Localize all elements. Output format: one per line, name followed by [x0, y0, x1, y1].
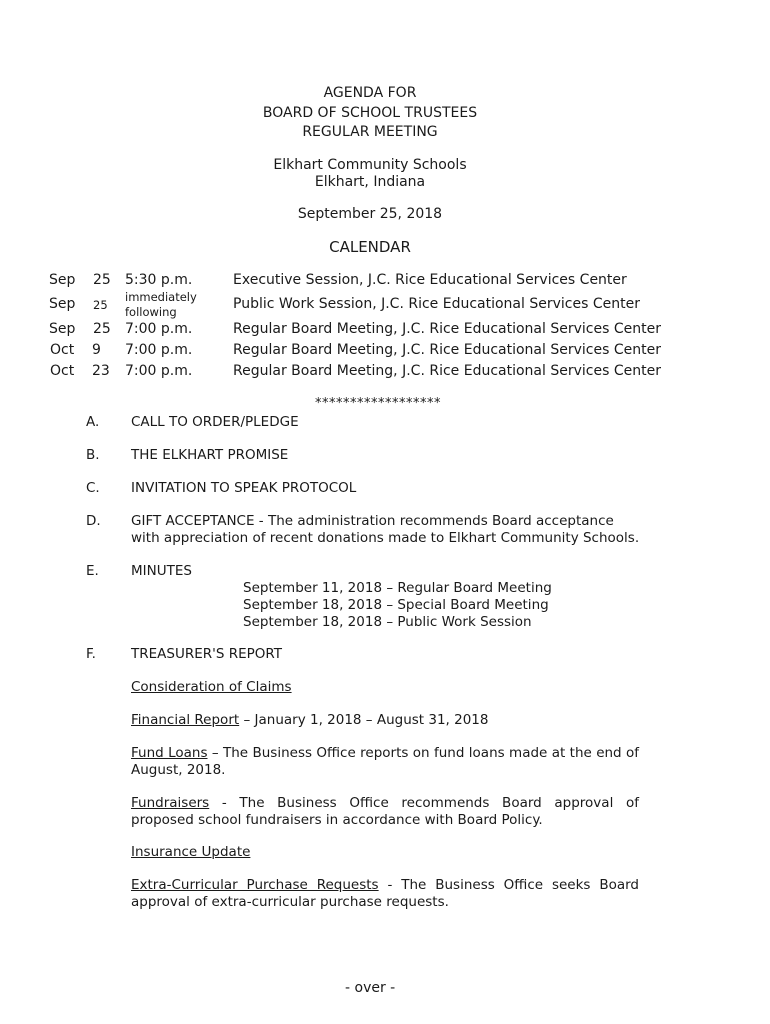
- calendar-time: 7:00 p.m.: [125, 342, 193, 358]
- item-d-line-2: with appreciation of recent donations made to Elkhart Community Schools.: [131, 530, 640, 546]
- title-line-2: BOARD OF SCHOOL TRUSTEES: [262, 105, 478, 121]
- calendar-event: Public Work Session, J.C. Rice Educational Services Center: [233, 296, 640, 312]
- item-d-line-1: GIFT ACCEPTANCE - The administration recommends Board acceptance: [131, 513, 614, 529]
- organization-name: Elkhart Community Schools: [273, 157, 467, 173]
- item-a-text: CALL TO ORDER/PLEDGE: [131, 414, 299, 430]
- calendar-event: Executive Session, J.C. Rice Educational Services Center: [233, 272, 627, 288]
- fundraisers-title: Fundraisers: [131, 795, 210, 811]
- item-f-letter: F.: [86, 646, 96, 662]
- minutes-entry: September 18, 2018 – Special Board Meeting: [243, 597, 549, 613]
- extra-curricular-title: Extra-Curricular Purchase Requests: [131, 877, 379, 893]
- calendar-time: 7:00 p.m.: [125, 363, 193, 379]
- fund-loans-title: Fund Loans: [131, 745, 208, 761]
- calendar-month: Oct: [50, 342, 75, 358]
- calendar-month: Oct: [50, 363, 75, 379]
- calendar-time-line-1: immediately: [125, 290, 197, 304]
- calendar-time: 7:00 p.m.: [125, 321, 193, 337]
- calendar-event: Regular Board Meeting, J.C. Rice Educational Services Center: [233, 321, 661, 337]
- item-f-text: TREASURER'S REPORT: [131, 646, 283, 662]
- title-line-3: REGULAR MEETING: [302, 124, 438, 140]
- item-c-letter: C.: [86, 480, 100, 496]
- calendar-day: 23: [92, 363, 110, 379]
- section-separator: ******************: [315, 396, 441, 411]
- extra-curricular-text: - The Business Office seeks Board approval of extra-curricular purchase requests.: [131, 877, 639, 910]
- item-e-text: MINUTES: [131, 563, 192, 579]
- financial-report-title: Financial Report: [131, 712, 240, 728]
- financial-report: [131, 712, 489, 729]
- calendar-day: 25: [93, 321, 111, 337]
- calendar-day: 25: [93, 272, 111, 288]
- item-a-letter: A.: [86, 414, 100, 430]
- meeting-date: September 25, 2018: [297, 206, 443, 222]
- insurance-update: Insurance Update: [131, 844, 251, 860]
- minutes-entry: September 11, 2018 – Regular Board Meeting: [243, 580, 552, 596]
- minutes-entry: September 18, 2018 – Public Work Session: [243, 614, 532, 630]
- fundraisers: [131, 795, 639, 829]
- organization-city: Elkhart, Indiana: [314, 174, 426, 190]
- item-b-letter: B.: [86, 447, 100, 463]
- title-line-1: AGENDA FOR: [323, 85, 417, 101]
- fundraisers-text: - The Business Office recommends Board approval of proposed school fundraisers in accordance with Board Policy.: [131, 795, 639, 828]
- calendar-month: Sep: [49, 272, 76, 288]
- calendar-day: 9: [92, 342, 101, 358]
- calendar-heading: CALENDAR: [329, 238, 411, 256]
- fund-loans-text: – The Business Office reports on fund loans made at the end of August, 2018.: [131, 745, 640, 778]
- item-b-text: THE ELKHART PROMISE: [131, 447, 289, 463]
- calendar-event: Regular Board Meeting, J.C. Rice Educational Services Center: [233, 363, 661, 379]
- extra-curricular-requests: [131, 877, 639, 911]
- calendar-day: 25: [93, 298, 108, 312]
- calendar-event: Regular Board Meeting, J.C. Rice Educational Services Center: [233, 342, 661, 358]
- calendar-month: Sep: [49, 296, 76, 312]
- item-d-letter: D.: [86, 513, 101, 529]
- calendar-time: 5:30 p.m.: [125, 272, 193, 288]
- fund-loans: [131, 745, 639, 779]
- financial-report-text: – January 1, 2018 – August 31, 2018: [239, 712, 489, 728]
- footer-over: - over -: [345, 980, 396, 996]
- calendar-month: Sep: [49, 321, 76, 337]
- claims-heading: Consideration of Claims: [131, 679, 292, 695]
- calendar-time-line-2: following: [125, 305, 177, 319]
- item-e-letter: E.: [86, 563, 99, 579]
- item-c-text: INVITATION TO SPEAK PROTOCOL: [131, 480, 357, 496]
